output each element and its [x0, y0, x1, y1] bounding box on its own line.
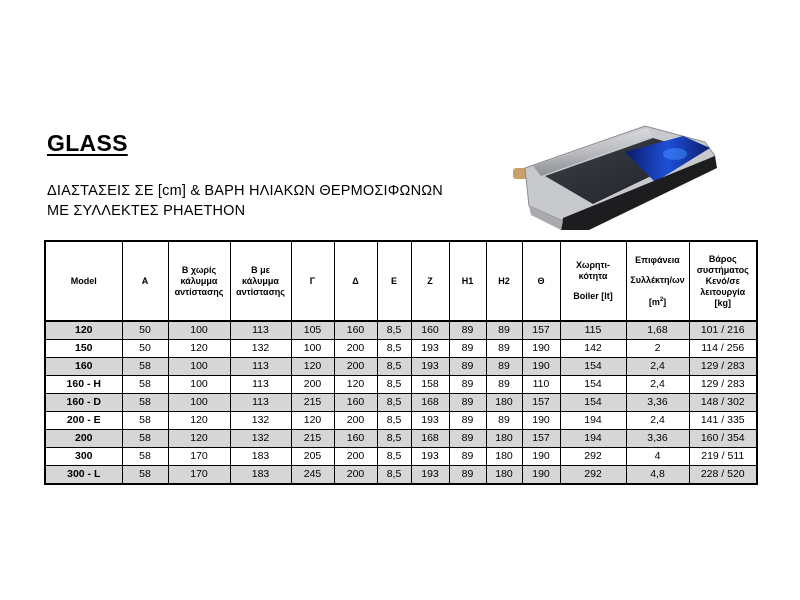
table-cell: 194 [560, 430, 626, 448]
table-cell: 113 [230, 358, 291, 376]
table-cell: 50 [122, 321, 168, 340]
table-cell: 89 [486, 321, 522, 340]
table-cell: 113 [230, 321, 291, 340]
table-cell: 50 [122, 340, 168, 358]
dimensions-table [44, 240, 758, 485]
table-cell: 170 [168, 466, 230, 485]
header-e: Ε [377, 241, 411, 321]
table-row [45, 412, 757, 430]
table-cell: 113 [230, 376, 291, 394]
table-cell: 190 [522, 466, 560, 485]
table-cell: 58 [122, 376, 168, 394]
table-cell: 160 [334, 321, 377, 340]
table-cell: 8,5 [377, 394, 411, 412]
table-cell: 190 [522, 340, 560, 358]
table-cell: 2 [626, 340, 689, 358]
table-cell: 215 [291, 430, 334, 448]
table-row [45, 394, 757, 412]
header-b-without-cover: Β χωρίς κάλυμμα αντίστασης [168, 241, 230, 321]
table-cell: 2,4 [626, 358, 689, 376]
table-header-row [45, 241, 757, 321]
table-cell: 132 [230, 412, 291, 430]
table-cell-model: 200 [45, 430, 122, 448]
table-cell: 101 / 216 [689, 321, 757, 340]
table-cell: 193 [411, 448, 449, 466]
header-collector-area: Επιφάνεια Συλλέκτη/ων $[m^2]$ [626, 241, 689, 321]
table-cell: 89 [449, 376, 486, 394]
table-cell: 200 [334, 448, 377, 466]
header-model: Model [45, 241, 122, 321]
table-cell-model: 120 [45, 321, 122, 340]
table-cell: 100 [168, 321, 230, 340]
table-cell: 58 [122, 412, 168, 430]
table-cell: 1,68 [626, 321, 689, 340]
table-cell: 190 [522, 412, 560, 430]
table-cell-model: 200 - E [45, 412, 122, 430]
header-g: Γ [291, 241, 334, 321]
table-cell: 205 [291, 448, 334, 466]
table-cell: 245 [291, 466, 334, 485]
table-cell: 120 [168, 430, 230, 448]
table-cell: 89 [486, 358, 522, 376]
table-cell: 8,5 [377, 466, 411, 485]
table-cell: 200 [291, 376, 334, 394]
table-cell: 168 [411, 430, 449, 448]
table-cell: 89 [449, 394, 486, 412]
table-row [45, 448, 757, 466]
table-cell: 180 [486, 430, 522, 448]
table-cell: 8,5 [377, 412, 411, 430]
table-cell: 89 [486, 376, 522, 394]
table-cell: 8,5 [377, 430, 411, 448]
table-cell: 193 [411, 340, 449, 358]
header-d: Δ [334, 241, 377, 321]
header-z: Ζ [411, 241, 449, 321]
table-cell: 132 [230, 430, 291, 448]
table-cell: 168 [411, 394, 449, 412]
table-cell: 89 [449, 321, 486, 340]
table-cell: 114 / 256 [689, 340, 757, 358]
table-row [45, 321, 757, 340]
table-row [45, 358, 757, 376]
table-cell: 3,36 [626, 430, 689, 448]
table-cell: 89 [449, 448, 486, 466]
absorber-highlight [663, 148, 687, 160]
page-subtitle [47, 181, 507, 221]
table-cell-model: 150 [45, 340, 122, 358]
subtitle-line-1: ΔΙΑΣΤΑΣΕΙΣ ΣΕ [cm] & ΒΑΡΗ ΗΛΙΑΚΩΝ ΘΕΡΜΟΣΙΦΩΝΩΝ [47, 183, 443, 199]
table-cell: 200 [334, 358, 377, 376]
table-cell: 100 [168, 358, 230, 376]
table-cell: 8,5 [377, 340, 411, 358]
table-cell: 120 [168, 340, 230, 358]
solar-water-heater-image [505, 118, 735, 238]
table-cell: 200 [334, 466, 377, 485]
table-cell: 8,5 [377, 358, 411, 376]
table-cell: 154 [560, 358, 626, 376]
table-cell-model: 160 [45, 358, 122, 376]
table-cell: 157 [522, 394, 560, 412]
table-cell: 180 [486, 466, 522, 485]
table-cell: 110 [522, 376, 560, 394]
table-cell-model: 160 - H [45, 376, 122, 394]
table-cell: 219 / 511 [689, 448, 757, 466]
table-cell: 100 [168, 394, 230, 412]
table-cell: 89 [449, 358, 486, 376]
table-cell: 129 / 283 [689, 376, 757, 394]
table-cell: 170 [168, 448, 230, 466]
table-cell: 228 / 520 [689, 466, 757, 485]
table-cell: 89 [449, 340, 486, 358]
table-cell: 200 [334, 412, 377, 430]
table-cell-model: 300 [45, 448, 122, 466]
table-cell: 160 [411, 321, 449, 340]
header-h2: Η2 [486, 241, 522, 321]
table-cell: 113 [230, 394, 291, 412]
table-cell: 183 [230, 466, 291, 485]
table-cell: 8,5 [377, 321, 411, 340]
table-cell: 132 [230, 340, 291, 358]
table-cell: 142 [560, 340, 626, 358]
table-body [45, 321, 757, 484]
table-cell: 89 [486, 340, 522, 358]
table-cell: 89 [486, 412, 522, 430]
table-cell: 89 [449, 412, 486, 430]
table-cell: 190 [522, 448, 560, 466]
table-cell: 292 [560, 448, 626, 466]
table-cell: 58 [122, 466, 168, 485]
table-cell: 4,8 [626, 466, 689, 485]
table-cell: 160 [334, 394, 377, 412]
table-cell: 120 [291, 412, 334, 430]
table-cell: 160 [334, 430, 377, 448]
table-cell: 120 [334, 376, 377, 394]
table-cell: 58 [122, 430, 168, 448]
table-cell: 292 [560, 466, 626, 485]
table-cell: 154 [560, 376, 626, 394]
table-cell: 141 / 335 [689, 412, 757, 430]
table-cell: 157 [522, 321, 560, 340]
table-cell: 2,4 [626, 376, 689, 394]
area-unit: $[m^2]$ [648, 296, 667, 307]
header-th: Θ [522, 241, 560, 321]
table-cell-model: 160 - D [45, 394, 122, 412]
table-cell: 129 / 283 [689, 358, 757, 376]
table-cell: 58 [122, 448, 168, 466]
table-cell: 100 [291, 340, 334, 358]
header-b-with-cover: Β με κάλυμμα αντίστασης [230, 241, 291, 321]
table-cell: 4 [626, 448, 689, 466]
table-cell: 89 [449, 430, 486, 448]
table-cell: 193 [411, 412, 449, 430]
header-h1: Η1 [449, 241, 486, 321]
table-cell: 193 [411, 466, 449, 485]
table-cell: 154 [560, 394, 626, 412]
table-cell: 3,36 [626, 394, 689, 412]
header-capacity: Χωρητι- κότητα Boiler [lt] [560, 241, 626, 321]
table-cell: 160 / 354 [689, 430, 757, 448]
table-row [45, 340, 757, 358]
table-row [45, 466, 757, 485]
table-cell: 193 [411, 358, 449, 376]
table-cell: 100 [168, 376, 230, 394]
table-cell: 180 [486, 394, 522, 412]
table-cell: 115 [560, 321, 626, 340]
table-cell: 120 [291, 358, 334, 376]
table-cell: 190 [522, 358, 560, 376]
page-title: GLASS [47, 130, 128, 156]
table-cell: 89 [449, 466, 486, 485]
table-row [45, 376, 757, 394]
table-cell: 58 [122, 394, 168, 412]
table-cell: 58 [122, 358, 168, 376]
subtitle-line-2: ΜΕ ΣΥΛΛΕΚΤΕΣ PHAETHON [47, 203, 246, 219]
header-weight: Βάρος συστήματος Κενό/σε λειτουργία [kg] [689, 241, 757, 321]
table-cell: 148 / 302 [689, 394, 757, 412]
table-cell: 8,5 [377, 376, 411, 394]
table-cell: 183 [230, 448, 291, 466]
table-cell-model: 300 - L [45, 466, 122, 485]
table-cell: 105 [291, 321, 334, 340]
table-cell: 200 [334, 340, 377, 358]
table-cell: 158 [411, 376, 449, 394]
table-cell: 215 [291, 394, 334, 412]
table-row [45, 430, 757, 448]
table-cell: 194 [560, 412, 626, 430]
table-cell: 2,4 [626, 412, 689, 430]
table-cell: 8,5 [377, 448, 411, 466]
header-a: Α [122, 241, 168, 321]
table-cell: 180 [486, 448, 522, 466]
table-cell: 120 [168, 412, 230, 430]
table-cell: 157 [522, 430, 560, 448]
